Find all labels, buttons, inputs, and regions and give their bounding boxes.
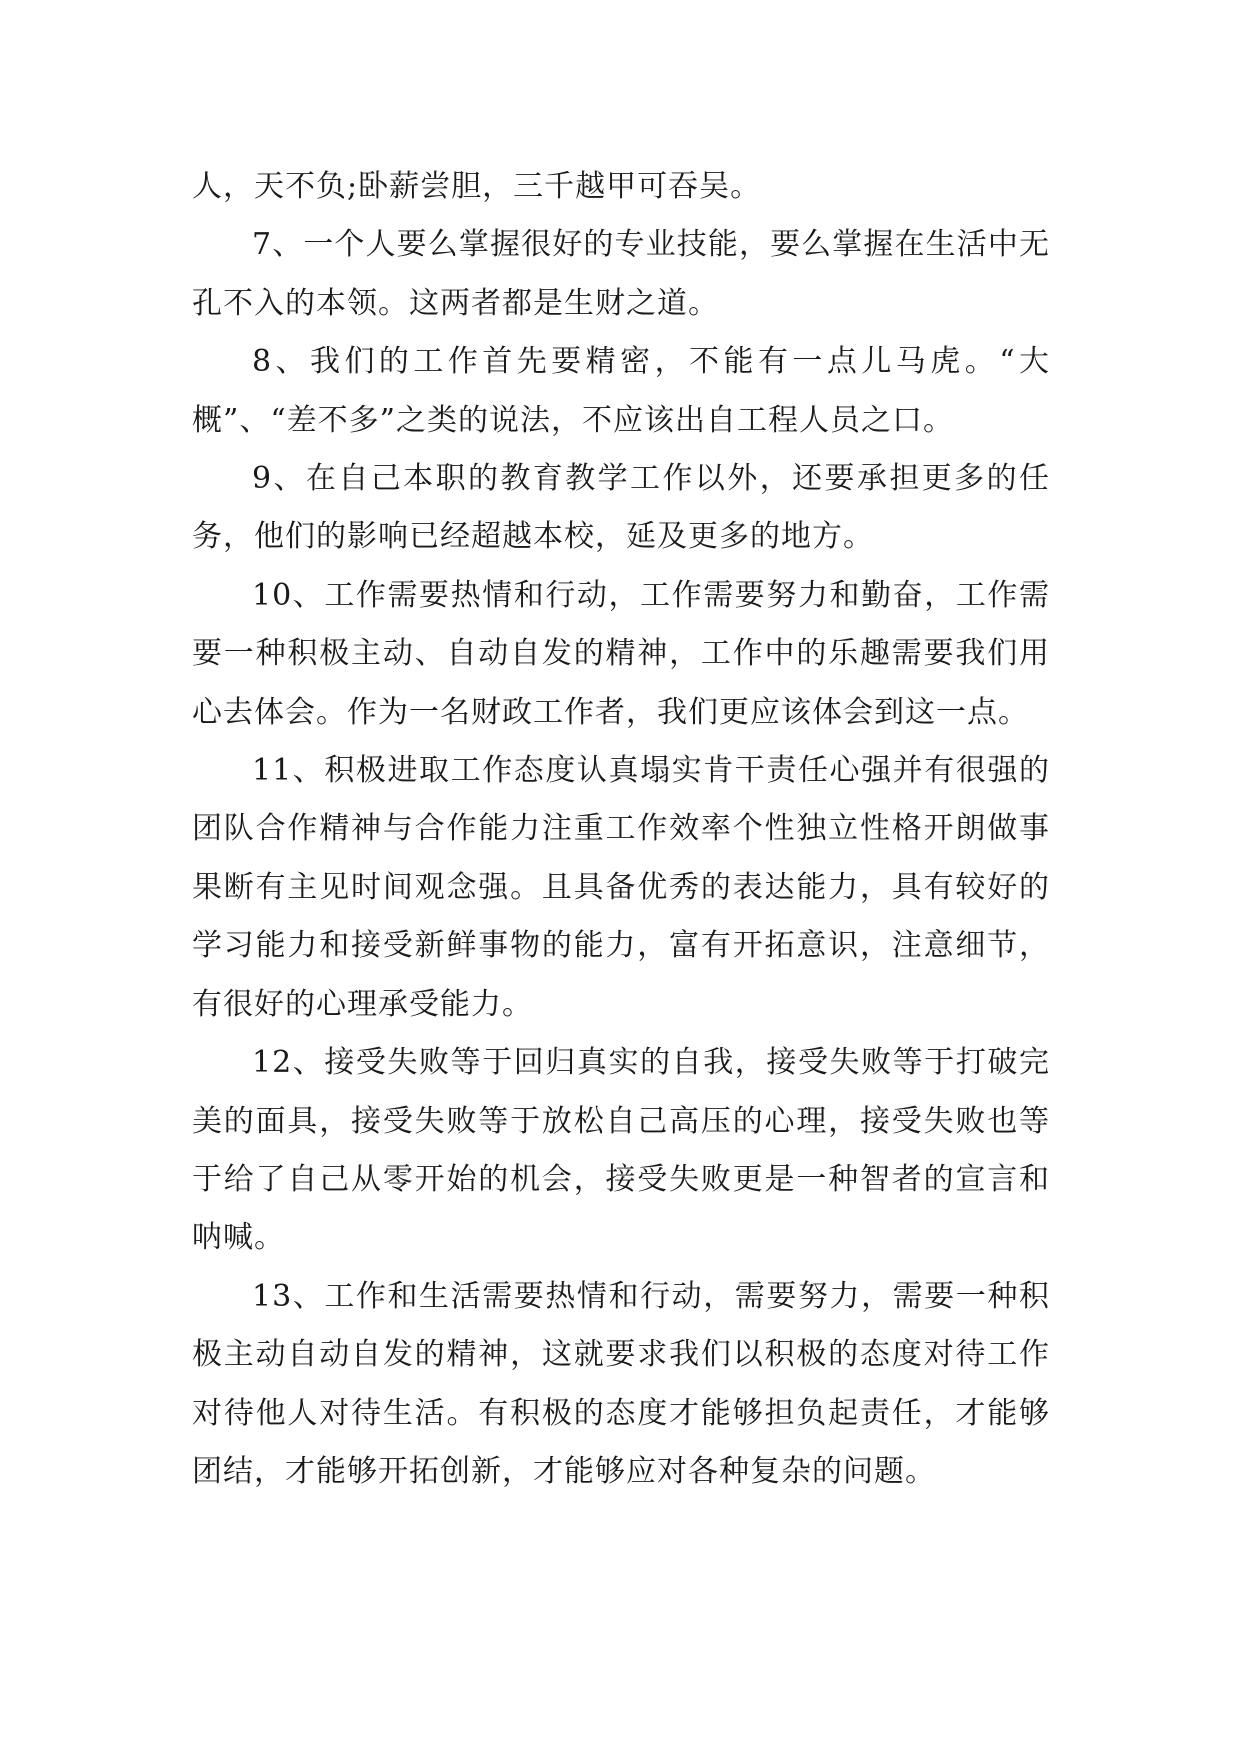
paragraph-13: 13、工作和生活需要热情和行动，需要努力，需要一种积极主动自动自发的精神，这就要求我们以积极的态度对待工作对待他人对待生活。有积极的态度才能够担负起责任，才能够团结，才能够开拓创新，才能够应对各种复杂的问题。: [192, 1278, 1050, 1489]
paragraph-12: 12、接受失败等于回归真实的自我，接受失败等于打破完美的面具，接受失败等于放松自己高压的心理，接受失败也等于给了自己从零开始的机会，接受失败更是一种智者的宣言和呐喊。: [192, 1045, 1050, 1256]
paragraph-9: 9、在自己本职的教育教学工作以外，还要承担更多的任务，他们的影响已经超越本校，延及更多的地方。: [192, 461, 1050, 555]
paragraph-7: 7、一个人要么掌握很好的专业技能，要么掌握在生活中无孔不入的本领。这两者都是生财之道。: [192, 227, 1050, 321]
document-body: [192, 158, 1050, 1501]
paragraph-continuation: 人，天不负;卧薪尝胆，三千越甲可吞吴。: [192, 169, 762, 204]
paragraph-10: 10、工作需要热情和行动，工作需要努力和勤奋，工作需要一种积极主动、自动自发的精神，工作中的乐趣需要我们用心去体会。作为一名财政工作者，我们更应该体会到这一点。: [192, 577, 1050, 730]
paragraph-11: 11、积极进取工作态度认真塌实肯干责任心强并有很强的团队合作精神与合作能力注重工作效率个性独立性格开朗做事果断有主见时间观念强。且具备优秀的表达能力，具有较好的学习能力和接受新鲜事物的能力，富有开拓意识，注意细节，有很好的心理承受能力。: [192, 753, 1050, 1022]
paragraph-8: 8、我们的工作首先要精密，不能有一点儿马虎。“大概”、“差不多”之类的说法，不应该出自工程人员之口。: [192, 344, 1050, 438]
